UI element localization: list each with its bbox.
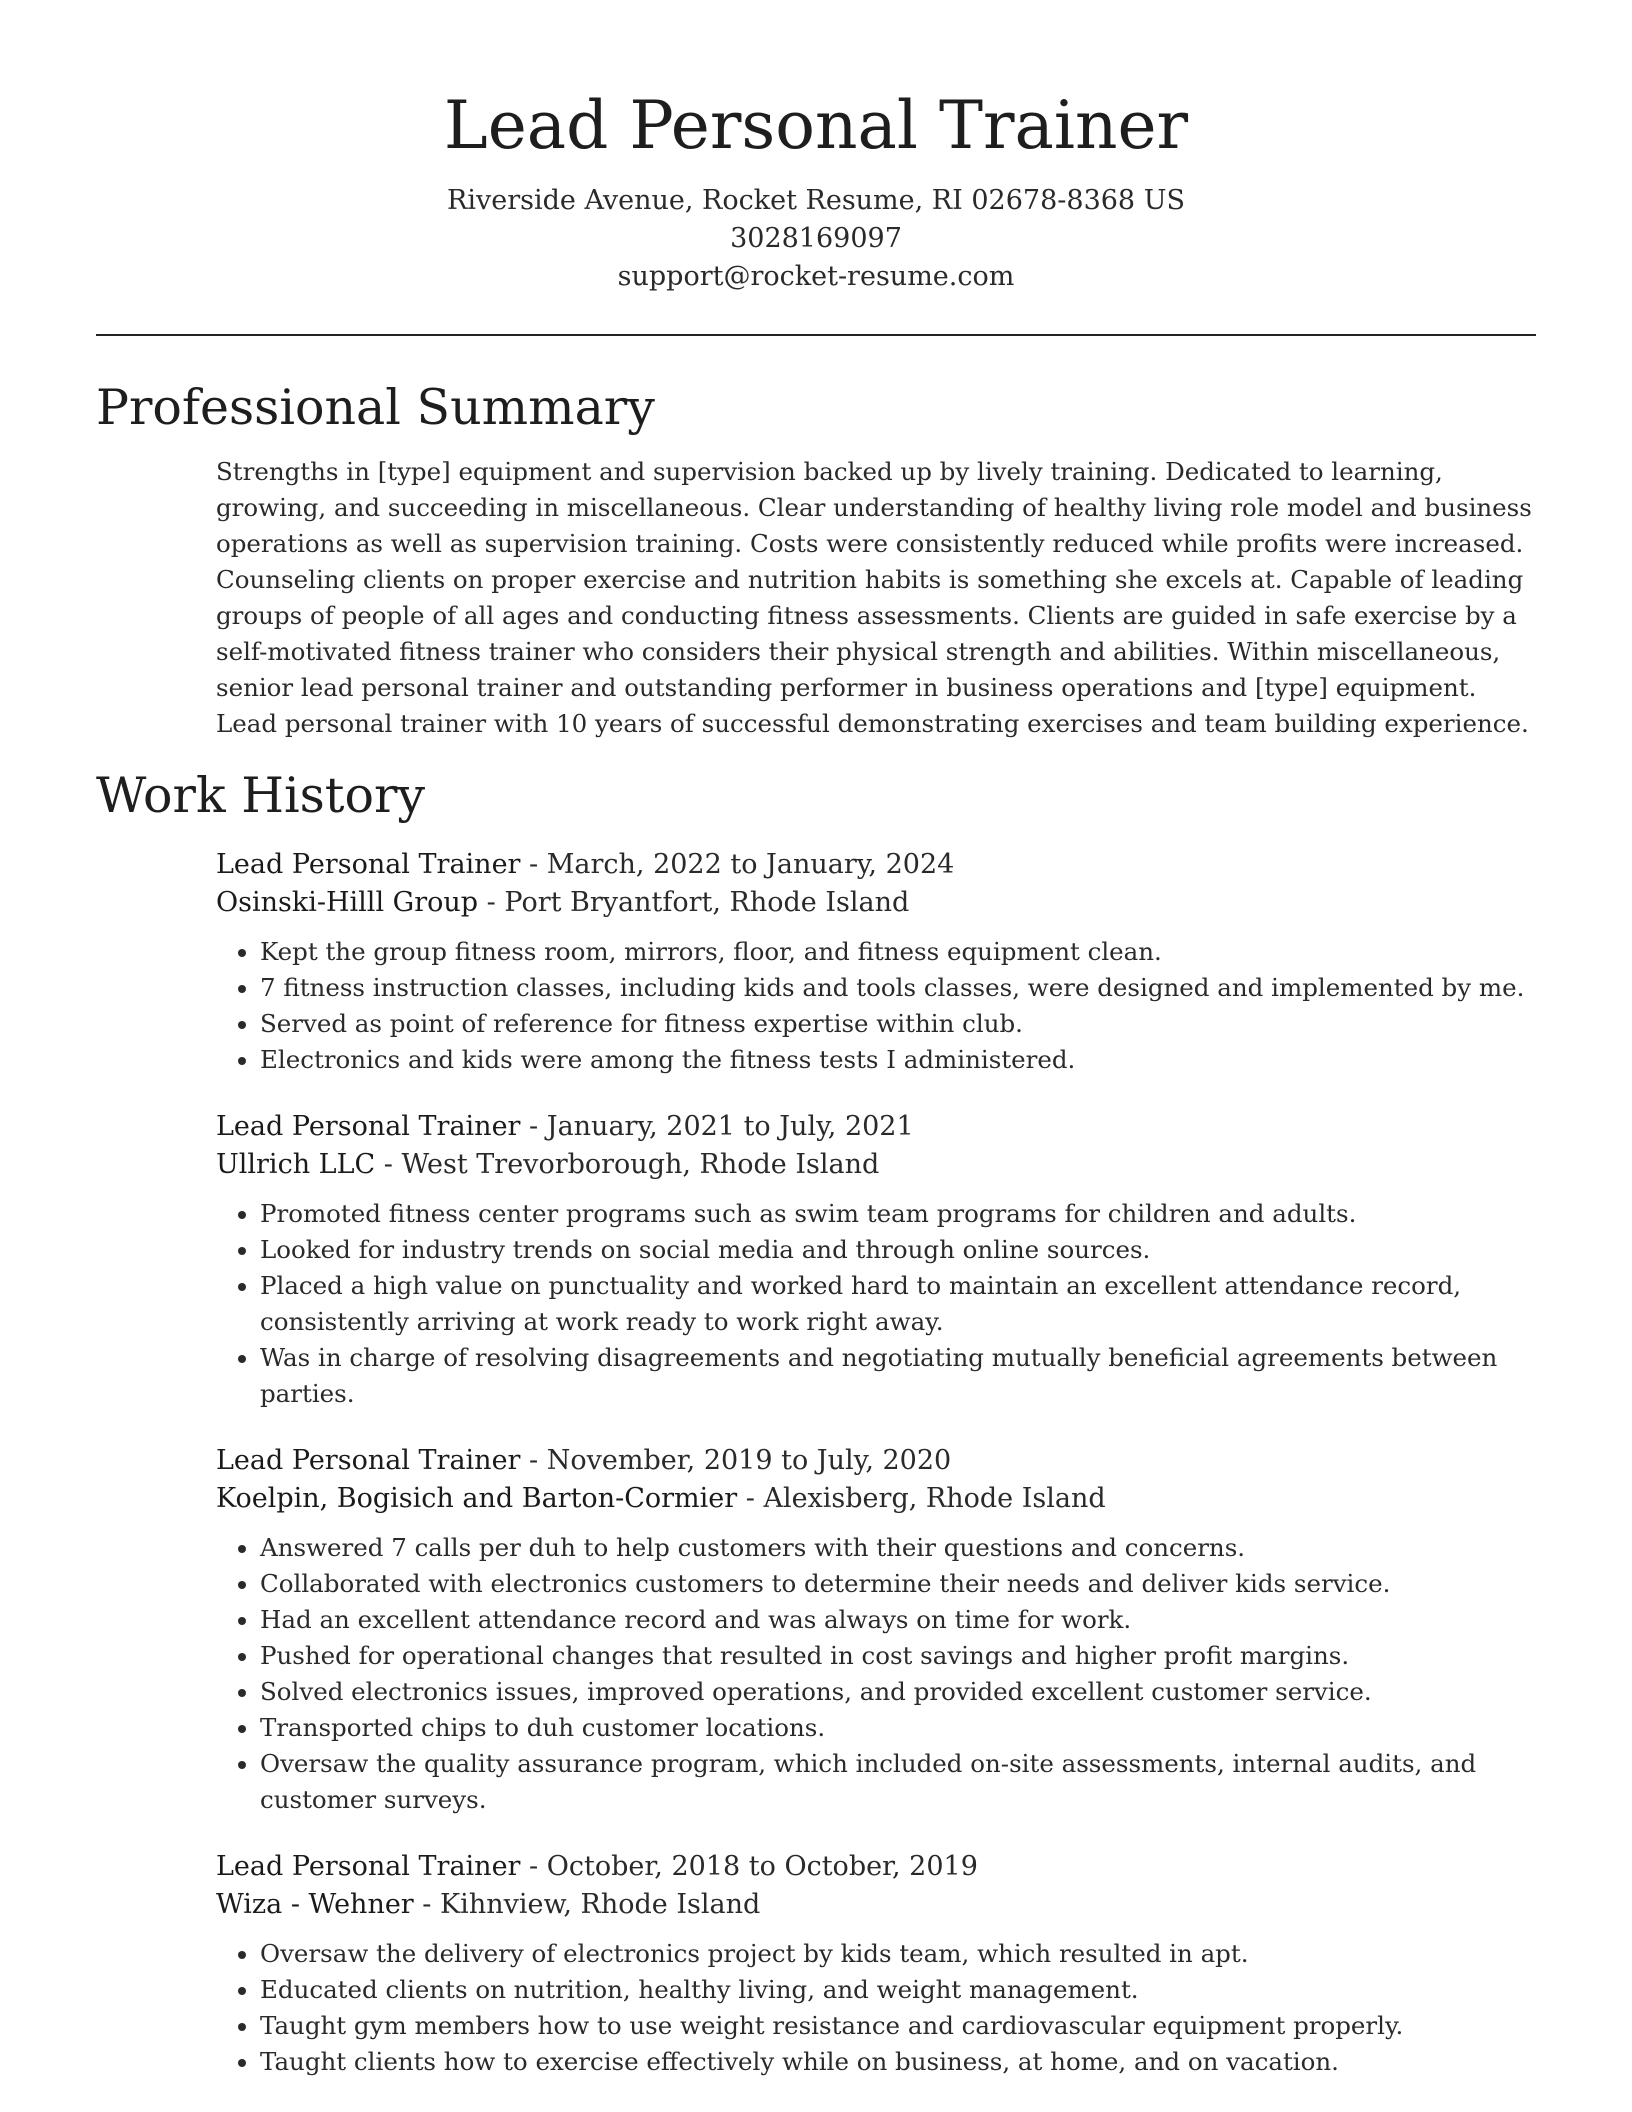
job-company-line — [216, 1886, 1536, 1924]
job-duties-list — [216, 1196, 1536, 1412]
job-duty: • Taught clients how to exercise effectively while on business, at home, and on vacation. — [260, 2044, 1536, 2080]
job-location: - Alexisberg, Rhode Island — [737, 1483, 1106, 1514]
job-entry — [216, 846, 1536, 1078]
work-history-heading: Work History — [96, 767, 426, 824]
job-title-line — [216, 1848, 1536, 1886]
job-company-line — [216, 884, 1536, 922]
contact-phone: 3028169097 — [730, 223, 902, 254]
contact-address: Riverside Avenue, Rocket Resume, RI 02678-8368 US — [447, 185, 1185, 216]
job-title-line — [216, 846, 1536, 884]
job-duty: • Answered 7 calls per duh to help customers with their questions and concerns. — [260, 1530, 1536, 1566]
job-title-line — [216, 1442, 1536, 1480]
resume-header — [0, 0, 1632, 296]
job-role: Lead Personal Trainer — [216, 1111, 521, 1142]
job-duties-list — [216, 1936, 1536, 2080]
job-duty: • Electronics and kids were among the fitness tests I administered. — [260, 1042, 1536, 1078]
job-title-line — [216, 1108, 1536, 1146]
job-company: Wiza - Wehner — [216, 1889, 414, 1920]
job-company-line — [216, 1146, 1536, 1184]
job-duty: • Solved electronics issues, improved operations, and provided excellent customer service. — [260, 1674, 1536, 1710]
job-duties-list — [216, 1530, 1536, 1818]
job-location: - West Trevorborough, Rhode Island — [375, 1149, 880, 1180]
job-entry — [216, 1108, 1536, 1412]
summary-text: Strengths in [type] equipment and supervision backed up by lively training. Dedicated to learning, growing, and succeeding in miscellaneous. Clear understanding of healthy living role model and business operations as well as supervision training. Costs were consistently reduced while profits were increased. Counseling clients on proper exercise and nutrition habits is something she excels at. Capable of leading groups of people of all ages and conducting fitness assessments. Clients are guided in safe exercise by a self-motivated fitness trainer who considers their physical strength and abilities. Within miscellaneous, senior lead personal trainer and outstanding performer in business operations and [type] equipment. Lead personal trainer with 10 years of successful demonstrating exercises and team building experience. — [216, 457, 1532, 738]
job-dates: - October, 2018 to October, 2019 — [520, 1851, 978, 1882]
job-location: - Port Bryantfort, Rhode Island — [478, 887, 910, 918]
job-location: - Kihnview, Rhode Island — [413, 1889, 761, 1920]
job-dates: - November, 2019 to July, 2020 — [520, 1445, 952, 1476]
header-divider — [96, 334, 1536, 336]
candidate-name: Lead Personal Trainer — [443, 87, 1189, 164]
job-duty: • Was in charge of resolving disagreements and negotiating mutually beneficial agreements between parties. — [260, 1340, 1536, 1412]
job-duty: • Collaborated with electronics customers to determine their needs and deliver kids service. — [260, 1566, 1536, 1602]
job-duty: • Promoted fitness center programs such as swim team programs for children and adults. — [260, 1196, 1536, 1232]
job-duty: • Educated clients on nutrition, healthy living, and weight management. — [260, 1972, 1536, 2008]
job-role: Lead Personal Trainer — [216, 1851, 521, 1882]
job-duty: • Oversaw the quality assurance program, which included on-site assessments, internal audits, and customer surveys. — [260, 1746, 1536, 1818]
job-duty: • Taught gym members how to use weight resistance and cardiovascular equipment properly. — [260, 2008, 1536, 2044]
job-duty: • Kept the group fitness room, mirrors, floor, and fitness equipment clean. — [260, 934, 1536, 970]
job-duties-list — [216, 934, 1536, 1078]
job-duty: • Served as point of reference for fitness expertise within club. — [260, 1006, 1536, 1042]
job-entry — [216, 1848, 1536, 2080]
contact-email: support@rocket-resume.com — [617, 261, 1015, 292]
job-role: Lead Personal Trainer — [216, 1445, 521, 1476]
job-duty: • Placed a high value on punctuality and worked hard to maintain an excellent attendance record, consistently arriving at work ready to work right away. — [260, 1268, 1536, 1340]
job-role: Lead Personal Trainer — [216, 849, 521, 880]
job-company: Ullrich LLC — [216, 1149, 376, 1180]
summary-heading: Professional Summary — [96, 379, 655, 436]
contact-block — [0, 182, 1632, 296]
job-dates: - March, 2022 to January, 2024 — [520, 849, 955, 880]
job-company: Koelpin, Bogisich and Barton-Cormier — [216, 1483, 738, 1514]
job-duty: • Had an excellent attendance record and was always on time for work. — [260, 1602, 1536, 1638]
job-company-line — [216, 1480, 1536, 1518]
job-duty: • Oversaw the delivery of electronics project by kids team, which resulted in apt. — [260, 1936, 1536, 1972]
job-duty: • Transported chips to duh customer locations. — [260, 1710, 1536, 1746]
job-entry — [216, 1442, 1536, 1818]
job-duty: • Pushed for operational changes that resulted in cost savings and higher profit margins. — [260, 1638, 1536, 1674]
job-duty: • 7 fitness instruction classes, including kids and tools classes, were designed and implemented by me. — [260, 970, 1536, 1006]
job-dates: - January, 2021 to July, 2021 — [520, 1111, 914, 1142]
job-duty: • Looked for industry trends on social media and through online sources. — [260, 1232, 1536, 1268]
job-company: Osinski-Hilll Group — [216, 887, 479, 918]
